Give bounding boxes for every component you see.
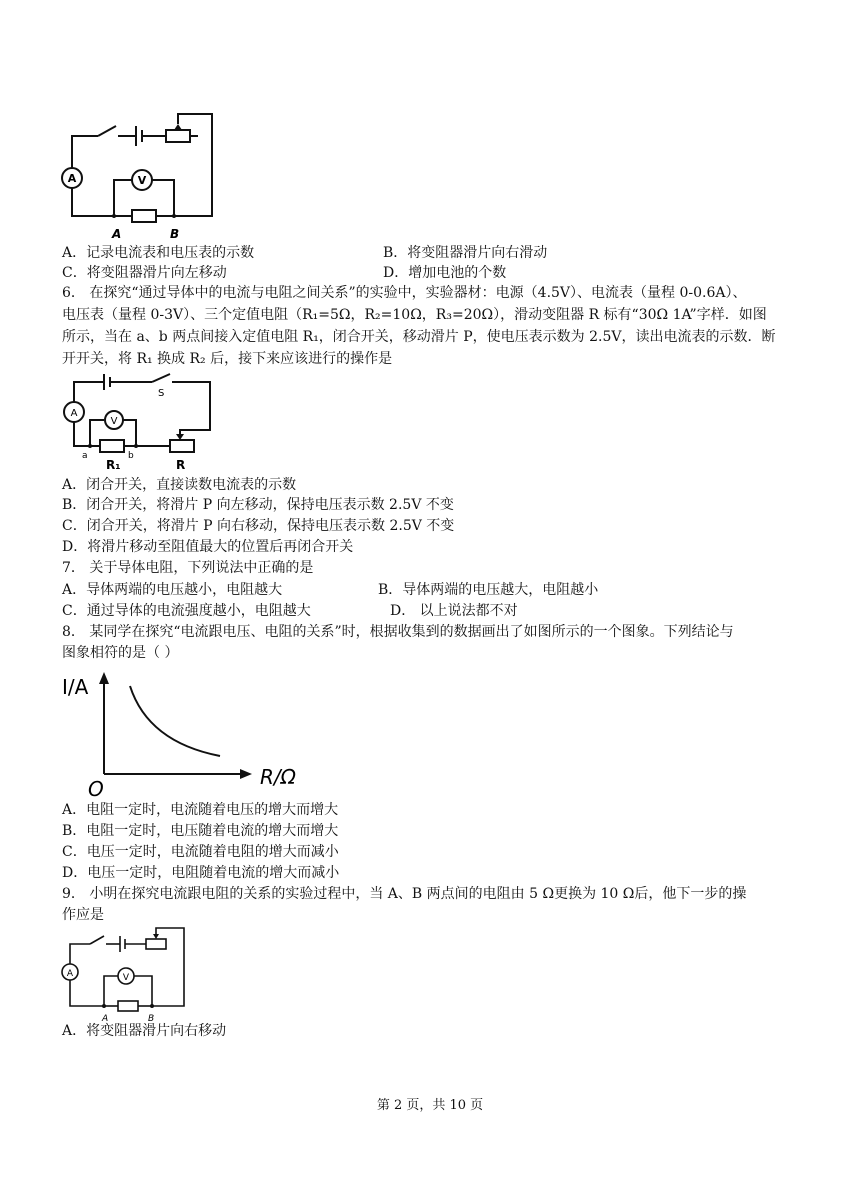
q5-point-a-label: A (112, 227, 122, 241)
q8-inverse-curve (130, 686, 220, 756)
q7-option-b: B．导体两端的电压越大，电阻越小 (378, 582, 599, 598)
q5-circuit-diagram (58, 108, 223, 243)
q9-circuit-diagram (58, 924, 193, 1024)
q6-switch-label: S (158, 388, 165, 399)
q8-option-c: C．电压一定时，电流随着电阻的增大而减小 (62, 844, 339, 860)
q8-stem-line2: 图象相符的是（ ） (62, 645, 179, 661)
q9-stem-line2: 作应是 (62, 907, 104, 923)
page-number-footer: 第 2 页，共 10 页 (376, 1098, 484, 1113)
q6-option-a: A．闭合开关，直接读数电流表的示数 (62, 477, 297, 493)
q8-option-d: D．电压一定时，电阻随着电流的增大而减小 (62, 865, 340, 881)
q5-option-d: D．增加电池的个数 (383, 265, 507, 281)
q8-x-axis-label: R/Ω (260, 765, 296, 789)
q8-option-a: A．电阻一定时，电流随着电压的增大而增大 (62, 802, 339, 818)
q6-option-d: D．将滑片移动至阻值最大的位置后再闭合开关 (62, 539, 354, 555)
q8-graph (60, 664, 320, 799)
q9-point-a-label: A (102, 1014, 109, 1024)
q6-r1-label: R₁ (106, 458, 121, 472)
q8-y-axis-label: I/A (62, 675, 89, 699)
q9-ammeter-label: A (66, 969, 74, 979)
q6-stem-line4: 开开关，将 R₁ 换成 R₂ 后，接下来应该进行的操作是 (62, 351, 393, 367)
q7-option-d: D． 以上说法都不对 (390, 603, 518, 619)
q8-origin-label: O (88, 777, 104, 799)
q6-option-c: C．闭合开关，将滑片 P 向右移动，保持电压表示数 2.5V 不变 (62, 518, 455, 534)
q6-stem-line3: 所示，当在 a、b 两点间接入定值电阻 R₁，闭合开关，移动滑片 P，使电压表示数为 2.5V，读出电流表的示数．断 (62, 329, 776, 345)
q9-point-b-label: B (148, 1014, 155, 1024)
q6-voltmeter-label: V (110, 416, 118, 427)
q8-stem-line1: 8． 某同学在探究“电流跟电压、电阻的关系”时，根据收集到的数据画出了如图所示的一个图象。下列结论与 (62, 624, 734, 640)
q6-option-b: B．闭合开关，将滑片 P 向左移动，保持电压表示数 2.5V 不变 (62, 497, 454, 513)
q5-voltmeter-label: V (137, 174, 147, 187)
q8-option-b: B．电阻一定时，电压随着电流的增大而增大 (62, 823, 339, 839)
q5-option-c: C．将变阻器滑片向左移动 (62, 265, 227, 281)
q5-option-b: B．将变阻器滑片向右滑动 (383, 245, 548, 261)
q6-stem-line1: 6． 在探究“通过导体中的电流与电阻之间关系”的实验中，实验器材：电源（4.5V）、电流表（量程 0-0.6A）、 (62, 285, 747, 301)
q6-point-a-label: a (82, 451, 88, 461)
q9-stem-line1: 9． 小明在探究电流跟电阻的关系的实验过程中，当 A、B 两点间的电阻由 5 Ω更换为 10 Ω后，他下一步的操 (62, 886, 747, 902)
q5-ammeter-label: A (67, 172, 77, 185)
q6-circuit-diagram (60, 372, 220, 472)
q7-option-c: C．通过导体的电流强度越小，电阻越大 (62, 603, 311, 619)
q9-option-a: A．将变阻器滑片向右移动 (62, 1023, 227, 1039)
q5-point-b-label: B (170, 227, 180, 241)
q6-ammeter-label: A (70, 408, 78, 419)
q5-option-a: A．记录电流表和电压表的示数 (62, 245, 255, 261)
q6-point-b-label: b (128, 451, 134, 461)
q7-stem: 7． 关于导体电阻，下列说法中正确的是 (62, 560, 314, 576)
q7-option-a: A．导体两端的电压越小，电阻越大 (62, 582, 283, 598)
q6-stem-line2: 电压表（量程 0-3V）、三个定值电阻（R₁=5Ω，R₂=10Ω，R₃=20Ω），滑动变阻器 R 标有“30Ω 1A”字样．如图 (62, 307, 767, 323)
q6-r-label: R (176, 458, 186, 472)
q9-voltmeter-label: V (122, 973, 130, 983)
